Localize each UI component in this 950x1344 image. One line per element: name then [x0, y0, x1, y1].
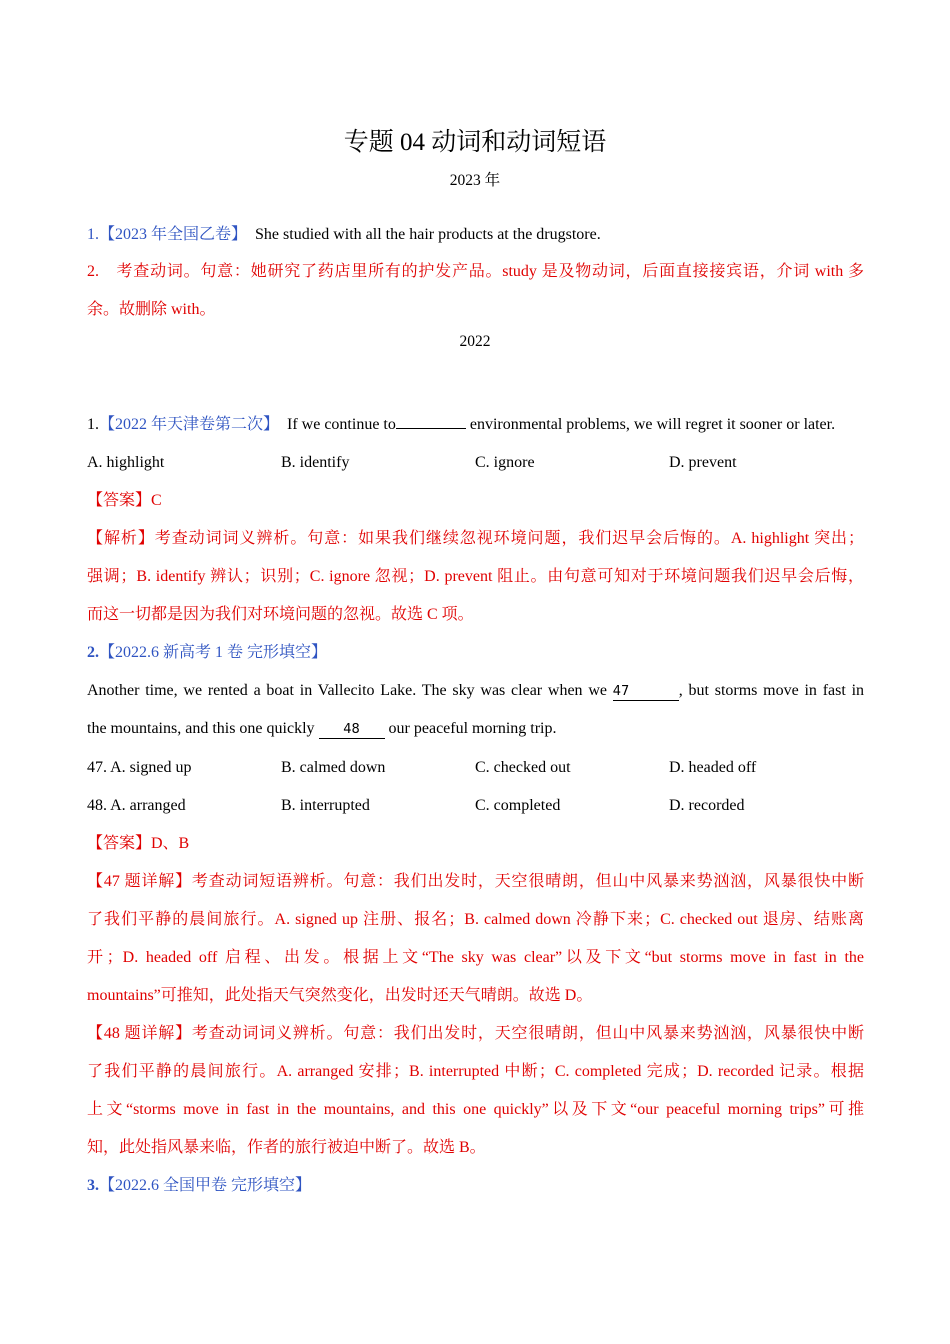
passage-text: , but storms move in fast in — [678, 682, 865, 699]
passage-text: our peaceful morning trip. — [384, 720, 557, 737]
option-b: B. interrupted — [281, 797, 370, 814]
question-source-tag: 【2022.6 新高考 1 卷 完形填空】 — [99, 644, 328, 661]
option-a: 47. A. signed up — [87, 759, 192, 776]
question-2022-2 — [87, 643, 864, 663]
answer-line: 【答案】D、B — [87, 835, 190, 852]
explanation-line: 【解析】考查动词词义辨析。句意：如果我们继续忽视环境问题，我们迟早会后悔的。A. highlight 突出； — [87, 530, 864, 547]
section-year-2023: 2023 年 — [449, 172, 501, 189]
option-c: C. checked out — [475, 759, 571, 776]
passage-text: Another time, we rented a boat in Vallecito Lake. The sky was clear when we — [87, 682, 613, 699]
option-a: A. highlight — [87, 454, 165, 471]
explanation-line: 而这一切都是因为我们对环境问题的忽视。故选 C 项。 — [87, 606, 474, 623]
page-title: 专题 04 动词和动词短语 — [343, 129, 607, 156]
explanation-line: 【48 题详解】考查动词词义辨析。句意：我们出发时，天空很晴朗，但山中风暴来势汹汹，风暴很快中断 — [87, 1025, 864, 1042]
question-stem-end: environmental problems, we will regret it sooner or later. — [465, 416, 836, 433]
question-2022-1 — [87, 415, 864, 435]
option-c: C. ignore — [475, 454, 535, 471]
question-number: 3. — [87, 1177, 99, 1194]
explanation-line: 知，此处指风暴来临，作者的旅行被迫中断了。故选 B。 — [87, 1139, 486, 1156]
question-2023-1 — [87, 225, 864, 245]
question-number: 1. — [87, 226, 99, 243]
explanation-line: 2. 考查动词。句意：她研究了药店里所有的护发产品。study 是及物动词，后面直接接宾语，介词 with 多 — [87, 263, 864, 280]
blank-48: 48 — [319, 722, 385, 739]
option-b: B. calmed down — [281, 759, 386, 776]
question-source-tag: 【2022 年天津卷第二次】 — [99, 416, 280, 433]
option-d: D. headed off — [669, 759, 757, 776]
explanation-line: mountains”可推知，此处指天气突然变化，出发时还天气晴朗。故选 D。 — [87, 987, 593, 1004]
passage-line — [87, 719, 864, 739]
explanation-line: 上文“storms move in fast in the mountains, and this one quickly”以及下文“our peaceful morning trips”可推 — [87, 1101, 864, 1118]
answer-blank — [396, 428, 466, 429]
explanation-line: 了我们平静的晨间旅行。A. arranged 安排；B. interrupted 中断；C. completed 完成；D. recorded 记录。根据 — [87, 1063, 864, 1080]
option-b: B. identify — [281, 454, 350, 471]
explanation-line: 余。故删除 with。 — [87, 301, 216, 318]
explanation-line: 了我们平静的晨间旅行。A. signed up 注册、报名；B. calmed down 冷静下来；C. checked out 退房、结账离 — [87, 911, 864, 928]
section-year-2022: 2022 — [459, 333, 491, 350]
question-number: 1. — [87, 416, 99, 433]
question-source-tag: 【2022.6 全国甲卷 完形填空】 — [99, 1177, 312, 1194]
option-c: C. completed — [475, 797, 561, 814]
option-d: D. prevent — [669, 454, 737, 471]
question-2022-3 — [87, 1176, 864, 1196]
explanation-line: 强调；B. identify 辨认；识别；C. ignore 忽视；D. prevent 阻止。由句意可知对于环境问题我们迟早会后悔， — [87, 568, 864, 585]
question-stem-start: If we continue to — [287, 416, 396, 433]
passage-text: the mountains, and this one quickly — [87, 720, 319, 737]
passage-line — [87, 681, 864, 701]
blank-47: 47 — [613, 684, 679, 701]
explanation-line: 开；D. headed off 启程、出发。根据上文“The sky was clear”以及下文“but storms move in fast in the — [87, 949, 864, 966]
question-source-tag: 【2023 年全国乙卷】 — [99, 226, 248, 243]
question-sentence: She studied with all the hair products at the drugstore. — [255, 226, 601, 243]
option-d: D. recorded — [669, 797, 745, 814]
question-number: 2. — [87, 644, 99, 661]
answer-line: 【答案】C — [87, 492, 162, 509]
option-a: 48. A. arranged — [87, 797, 186, 814]
explanation-line: 【47 题详解】考查动词短语辨析。句意：我们出发时，天空很晴朗，但山中风暴来势汹汹，风暴很快中断 — [87, 873, 864, 890]
